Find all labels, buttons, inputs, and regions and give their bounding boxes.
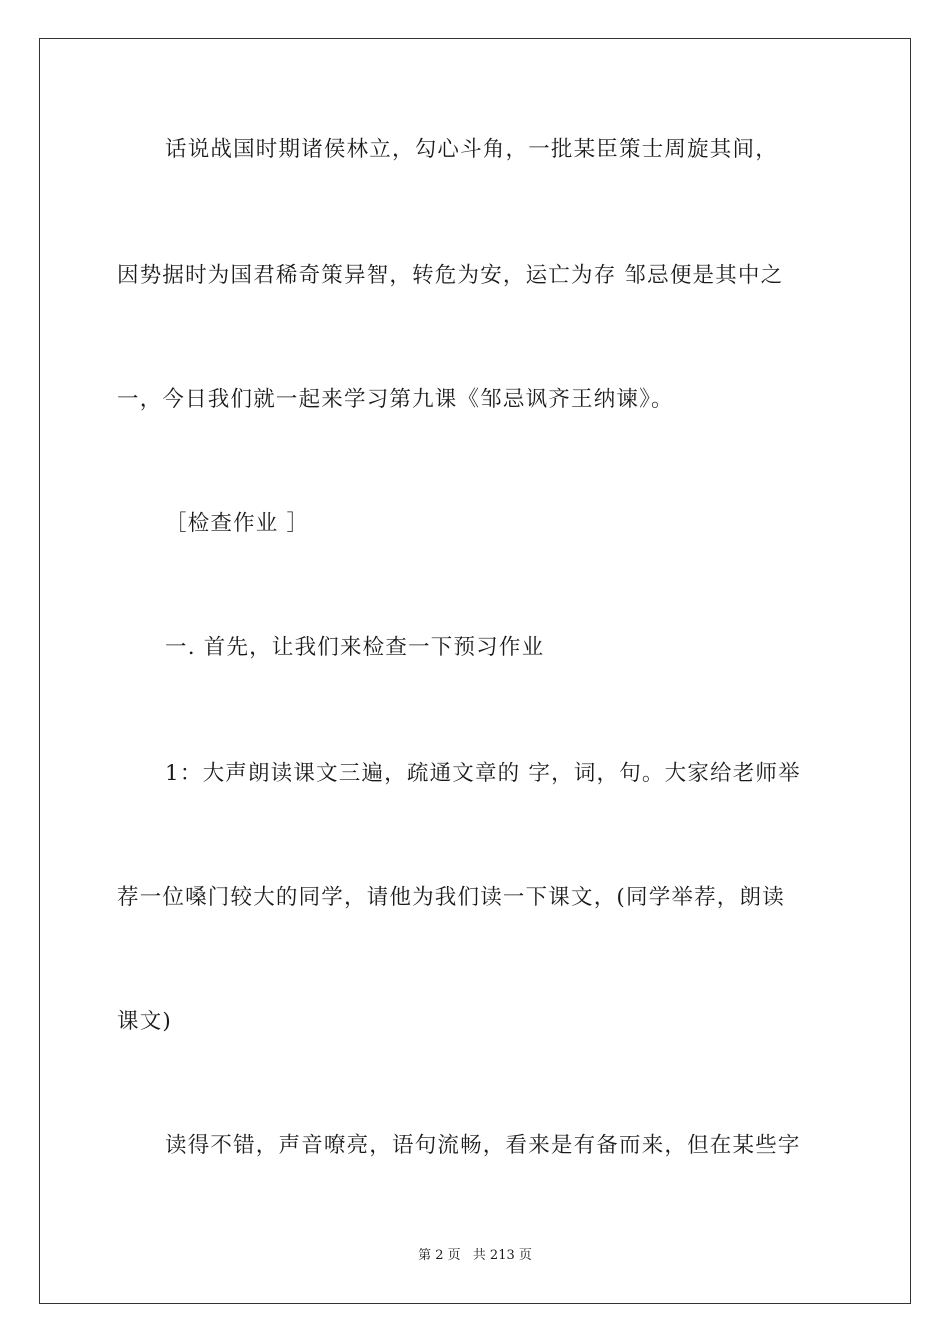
- page-number: 第 2 页: [418, 1248, 461, 1263]
- section-heading: ［检查作业 ］: [165, 511, 310, 536]
- paragraph-line: 荐一位嗓门较大的同学，请他为我们读一下课文，(同学举荐，朗读: [117, 885, 785, 910]
- paragraph-line: 因势据时为国君稀奇策异智，转危为安，运亡为存 邹忌便是其中之: [117, 263, 784, 288]
- paragraph-line: 一. 首先，让我们来检查一下预习作业: [165, 635, 545, 660]
- paragraph-line: 读得不错，声音嘹亮，语句流畅，看来是有备而来，但在某些字: [165, 1133, 801, 1158]
- paragraph-line: 一，今日我们就一起来学习第九课《邹忌讽齐王纳谏》。: [117, 387, 674, 412]
- paragraph-line: 话说战国时期诸侯林立，勾心斗角，一批某臣策士周旋其间，: [165, 137, 778, 162]
- page-total: 共 213 页: [472, 1248, 532, 1263]
- paragraph-line: 课文): [117, 1009, 172, 1034]
- page-footer: [0, 1247, 950, 1265]
- paragraph-line: 1：大声朗读课文三遍，疏通文章的 字，词，句。大家给老师举: [165, 761, 801, 786]
- page-border: [39, 38, 911, 1304]
